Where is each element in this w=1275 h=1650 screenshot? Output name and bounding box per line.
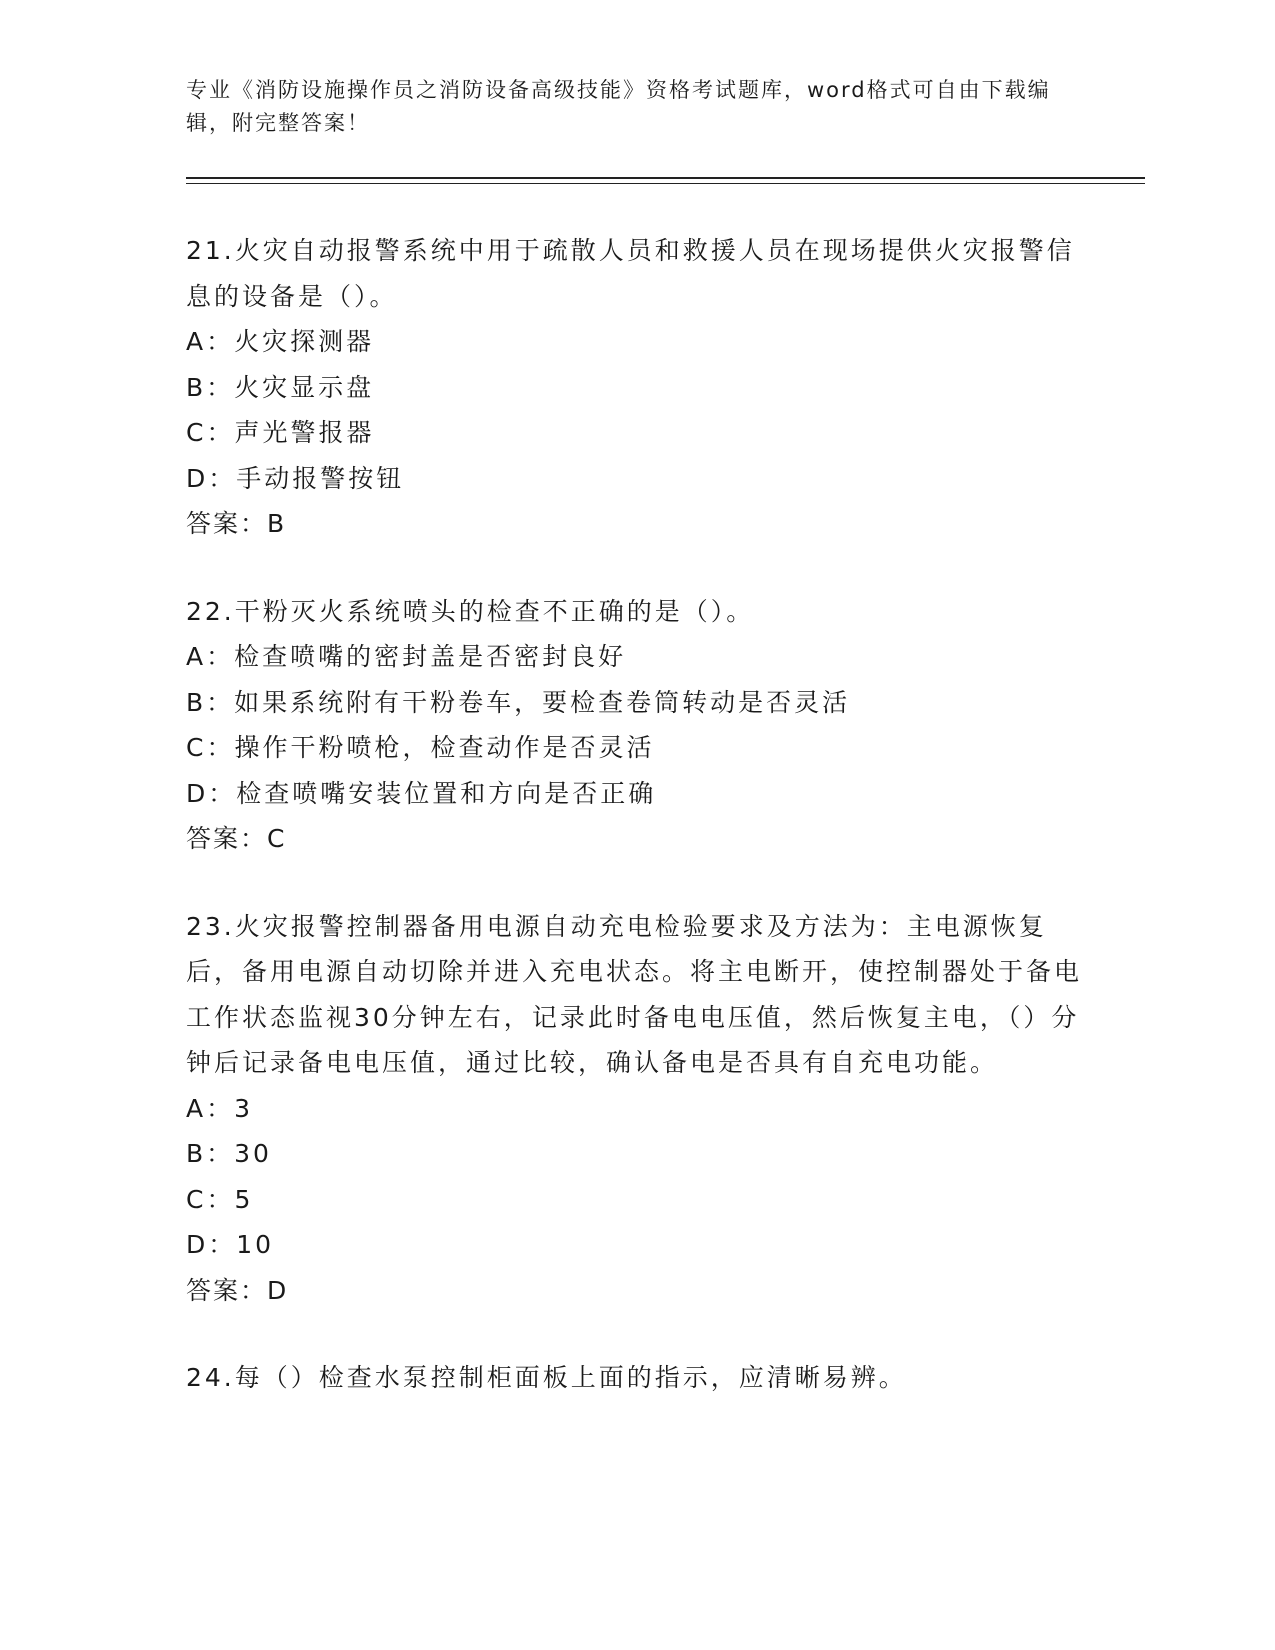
header-divider-thick [186,177,1145,179]
answer-line: 答案：C [186,824,287,853]
option-b: B：30 [186,1139,272,1168]
question-22 [186,589,1086,862]
option-c: C：声光警报器 [186,418,375,447]
question-stem: 22.干粉灭火系统喷头的检查不正确的是（）。 [186,596,755,626]
question-list [186,228,1086,1443]
option-c: C：5 [186,1184,254,1214]
option-b: B：如果系统附有干粉卷车，要检查卷筒转动是否灵活 [186,687,851,717]
answer-line: 答案：D [186,1275,289,1305]
option-a: A：检查喷嘴的密封盖是否密封良好 [186,642,627,671]
question-24 [186,1355,1086,1401]
answer-line: 答案：B [186,509,287,538]
option-d: D：10 [186,1230,275,1259]
question-stem: 21.火灾自动报警系统中用于疏散人员和救援人员在现场提供火灾报警信息的设备是（）。 [186,236,1075,311]
option-a: A：火灾探测器 [186,327,375,356]
option-d: D：手动报警按钮 [186,463,405,493]
question-stem: 24.每（）检查水泵控制柜面板上面的指示，应清晰易辨。 [186,1363,907,1392]
question-stem: 23.火灾报警控制器备用电源自动充电检验要求及方法为：主电源恢复后，备用电源自动切除并进入充电状态。将主电断开，使控制器处于备电工作状态监视30分钟左右，记录此时备电电压值，然后恢复主电，（）分钟后记录备电电压值，通过比较，确认备电是否具有自充电功能。 [186,911,1083,1077]
header-divider-thin [186,183,1145,184]
question-21 [186,228,1086,547]
document-intro: 专业《消防设施操作员之消防设备高级技能》资格考试题库，word格式可自由下载编辑，附完整答案！ [186,78,1051,135]
option-c: C：操作干粉喷枪，检查动作是否灵活 [186,733,655,762]
option-d: D：检查喷嘴安装位置和方向是否正确 [186,778,657,808]
option-b: B：火灾显示盘 [186,372,375,402]
question-23 [186,904,1086,1314]
option-a: A：3 [186,1093,254,1123]
